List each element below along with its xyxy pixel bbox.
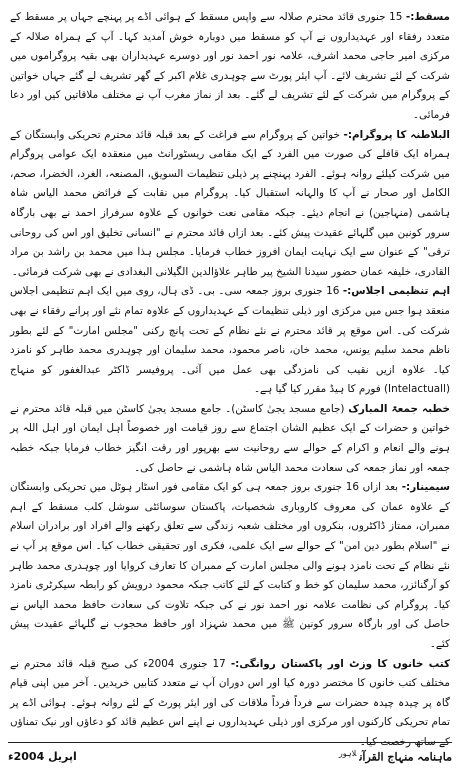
paragraph-heading: سیمینار:- — [401, 481, 450, 494]
magazine-name: ماہنامہ منہاج القرآن$^{لاہور}$ — [338, 748, 452, 764]
paragraph-text: 17 جنوری 2004ء کی صبح قبلہ قائد محترم نے مختلف کتب خانوں کا مختصر دورہ کیا اور اس دوران آپ نے متعدد کتابیں خریدیں۔ آخر میں اپنی قیام گاہ پر چیدہ چیدہ حضرات سے فرداً فرداً ملاقات کی اور ایئر پورٹ کے لئے روانہ ہوئے۔ ہوائی اڈے پر تمام تحریکی کارکنوں اور مرکزی اور ذیلی عہدیداروں نے اپنے اس عظیم قائد کو دعاؤں اور نیک تمناؤں کے ساتھ رخصت کیا۔ — [10, 657, 450, 748]
magazine-city: لاہور — [338, 748, 357, 758]
paragraph-departure — [10, 655, 450, 753]
paragraph-meeting — [10, 282, 450, 400]
paragraph-muscat — [10, 8, 450, 126]
paragraph-heading: اہم تنظیمی اجلاس:- — [342, 285, 451, 298]
paragraph-seminar — [10, 478, 450, 654]
paragraph-heading: البلاطنہ کا پروگرام:- — [343, 128, 450, 141]
article-body — [10, 8, 451, 748]
paragraph-text: (جامع مسجد یجیٰ کاسٹن)۔ جامع مسجد یجیٰ کاسٹن میں قبلہ قائد محترم نے خواتین و حضرات کے ایک عظیم الشان اجتماع سے روز قیامت اور خصوصاً اہل ایمان اور اہل اللہ پر ہونے والے انعام و اکرام کے حوالے سے روحانیت سے بھرپور اور رقت انگیز خطاب فرمایا جبکہ خطبہ جمعہ اور نماز جمعہ کی سعادت محمد الیاس شاہ ہاشمی نے حاصل کی۔ — [10, 402, 450, 474]
paragraph-text: 16 جنوری بروز جمعہ سی۔ بی۔ ڈی ہال، روی میں ایک اہم تنظیمی اجلاس منعقد ہوا جس میں مرکزی اور ذیلی تنظیمات کے عہدیداروں کے علاوہ تمام نئے اور پرانے رفقاء نے بھی شرکت کی۔ اس موقع پر قائد محترم نے نئے نظام کے تحت پانچ رکنی "مجلس امارت" کے لئے بطور ناظم محمد سلیم یونس، محمد خان، ناصر محمود، محمد سلیمان اور چوہدری محمد طاہر کو نامزد کیا۔ علاوہ ازیں نقیب کی نامزدگی بھی عمل میں آئی۔ پروفیسر ڈاکٹر عبدالغفور کو منہاج (Intelactuall) فورم کا ہیڈ مقرر کیا گیا ہے۔ — [10, 285, 450, 396]
paragraph-al-batinah — [10, 126, 450, 283]
paragraph-text: بعد ازاں 16 جنوری بروز جمعہ ہی کو ایک مقامی فور اسٹار ہوٹل میں تحریکی وابستگان کے علاوہ عمان کی معروف کاروباری شخصیات، پاکستان سوسائٹی سوشل کلب مسقط کے اہم ممبران، ممتاز ڈاکٹروں، بنکروں اور مختلف شعبہ زندگی سے تعلق رکھنے والے افراد اور برادران اسلام نے "اسلام بطور دین امن" کے حوالے سے ایک علمی، فکری اور تحقیقی خطاب کیا۔ اس موقع پر آپ نے نئے نظام کے تحت نامزد ہونے والی مجلس امارت کے ممبران کا تعارف کروایا اور چوہدری محمد طاہر کو آرگنائزر، محمد سلیمان کو خط و کتابت کے لئے کاتب جبکہ محمود درویش کو رابطہ سیکرٹری نامزد کیا۔ پروگرام کی نظامت علامہ نور احمد نور نے کی جبکہ تلاوت کی سعادت حافظ محمد الیاس نے حاصل کی اور بارگاہ سرور کونین ﷺ میں محمد شہزاد اور حافظ محجوب نے گلہائے عقیدت پیش کئے۔ — [10, 481, 450, 650]
page-footer — [8, 742, 452, 769]
paragraph-heading: مسقط:- — [405, 11, 450, 23]
paragraph-text: 15 جنوری قائد محترم صلالہ سے واپس مسقط کے ہوائی اڈے پر پہنچے جہاں پر مسقط کے متعدد رفقاء اور عہدیداروں نے آپ کو مسقط میں دوبارہ خوش آمدید کہا۔ آپ کے ہمراہ صلالہ کے مرکزی امیر حاجی محمد اشرف، علامہ نور احمد نور اور دوسرے عہدیداران بھی بقیہ پروگراموں میں شرکت کے لئے تشریف لائے۔ آپ ایئر پورٹ سے چوہدری غلام اکبر کے گھر تشریف لے گئے جہاں خواتین کے پروگرام میں شرکت کے لئے تشریف لے گئے۔ بعد از نماز مغرب آپ نے مختلف ملاقاتیں کیں اور دعا فرمائی۔ — [10, 11, 450, 121]
paragraph-friday-sermon — [10, 400, 450, 478]
paragraph-text: خواتین کے پروگرام سے فراغت کے بعد قبلہ قائد محترم تحریکی وابستگان کے ہمراہ ایک قافلے کی صورت میں الفرد کے ایک مقامی ریسٹورانٹ میں منعقدہ ایک عوامی پروگرام میں شرکت کیلئے روانہ ہوئے۔ الفرد پہنچنے پر ذیلی تنظیمات السویق، المصنعہ، الغرد، الخضرا، صحم، الکامل اور صحار نے آپ کا والہانہ استقبال کیا۔ پروگرام میں نقابت کے فرائض محمد الیاس شاہ ہاشمی (منہاجین) نے انجام دیئے۔ جبکہ مقامی نعت خوانوں کے علاوہ سرفراز احمد نے بھی بارگاہ سرور کونین میں گلہائے عقیدت پیش کئے۔ بعد ازاں قائد محترم نے "انسانی تخلیق اور اس کی روحانی ترقی" کے عنوان سے ایک نہایت ایمان افروز خطاب فرمایا۔ مجلس ہذا میں محمد بن راشد بن مراد القادری، خلیفہ عمان حضور سیدنا الشیخ پیر طاہر علاؤالدین الگیلانی البغدادی نے بھی شرکت فرمائی۔ — [10, 128, 450, 278]
paragraph-heading: کتب خانوں کا وزٹ اور پاکستان روانگی:- — [230, 657, 450, 670]
paragraph-heading: خطبہ جمعۃ المبارک — [348, 402, 450, 415]
issue-date: اپریل 2004ء — [8, 749, 77, 763]
